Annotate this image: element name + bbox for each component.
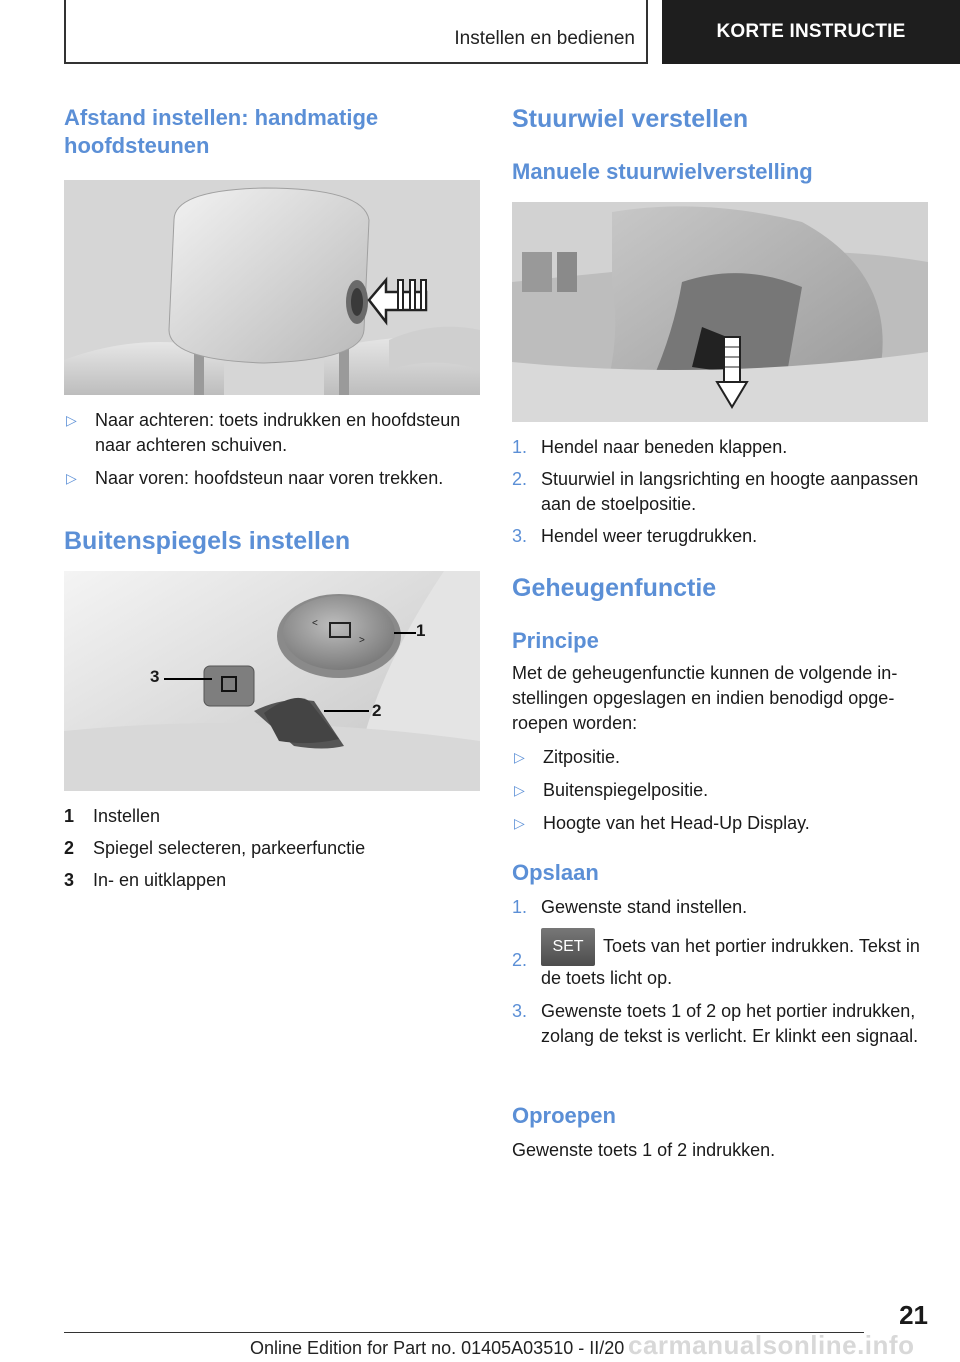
list-item: ▷ Naar achteren: toets indrukken en hoofdsteun naar achteren schuiven.: [64, 408, 480, 458]
steering-column-image: [512, 202, 928, 422]
headrest-bullet-list: [64, 408, 480, 491]
list-item: 2. Stuurwiel in langsrichting en hoogte aanpassen aan de stoelpositie.: [512, 469, 919, 514]
triangle-bullet-icon: ▷: [66, 470, 77, 486]
mirrors-title: Buitenspiegels instellen: [64, 527, 351, 555]
memory-bullets: [512, 745, 928, 836]
steering-subtitle: Manuele stuurwielverstelling: [512, 159, 813, 184]
triangle-bullet-icon: ▷: [66, 412, 77, 428]
steering-steps: [512, 435, 928, 549]
list-item: 1. Gewenste stand instellen.: [512, 897, 748, 917]
principle-text: Met de geheugenfunctie kunnen de volgende instellingen opgeslagen en indien benodigd opgeroepen worden:: [512, 663, 898, 733]
list-item: 1. Hendel naar beneden klappen.: [512, 437, 788, 457]
memory-title: Geheugenfunctie: [512, 574, 717, 602]
legend-item: 3 In- en uitklappen: [64, 870, 227, 890]
triangle-bullet-icon: ▷: [514, 815, 525, 831]
save-steps: [512, 895, 928, 1049]
list-item: ▷ Naar voren: hoofdsteun naar voren trekken.: [64, 466, 480, 491]
steering-title: Stuurwiel verstellen: [512, 105, 749, 133]
list-item: ▷ Zitpositie.: [512, 745, 928, 770]
svg-text:<: <: [312, 618, 318, 629]
legend-item: 2 Spiegel selecteren, parkeerfunctie: [64, 838, 366, 858]
principle-title: Principe: [512, 628, 599, 653]
list-item: ▷ Hoogte van het Head-Up Display.: [512, 811, 928, 836]
callout-1: 1: [416, 621, 426, 640]
recall-title: Oproepen: [512, 1103, 616, 1128]
set-button-icon: SET: [541, 928, 595, 966]
watermark: carmanualsonline.info: [628, 1330, 915, 1360]
list-item: 3. Hendel weer terugdrukken.: [512, 526, 758, 546]
triangle-bullet-icon: ▷: [514, 749, 525, 765]
list-item: 3. Gewenste toets 1 of 2 op het portier indrukken, zolang de tekst is verlicht. Er klinkt een signaal.: [512, 1001, 919, 1046]
header-tab: KORTE INSTRUCTIE: [662, 0, 960, 64]
list-item: ▷ Buitenspiegelpositie.: [512, 778, 928, 803]
mirror-controls-image: [64, 571, 480, 791]
recall-text: Gewenste toets 1 of 2 indrukken.: [512, 1140, 776, 1160]
svg-text:>: >: [359, 635, 365, 646]
callout-2: 2: [372, 701, 382, 720]
list-item: 2. SET Toets van het portier indrukken. Tekst in de toets licht op.: [512, 928, 928, 991]
headrest-image: [64, 180, 480, 395]
save-title: Opslaan: [512, 860, 599, 885]
mirrors-legend: [64, 804, 480, 893]
legend-item: 1 Instellen: [64, 806, 161, 826]
footer-edition: Online Edition for Part no. 01405A03510 - II/20: [250, 1338, 625, 1358]
triangle-bullet-icon: ▷: [514, 782, 525, 798]
headrest-title: Afstand instellen: handmatige hoofdsteunen: [64, 105, 379, 158]
header-section-title: Instellen en bedienen: [454, 28, 635, 49]
callout-3: 3: [150, 667, 160, 686]
page-number: 21: [899, 1300, 928, 1330]
